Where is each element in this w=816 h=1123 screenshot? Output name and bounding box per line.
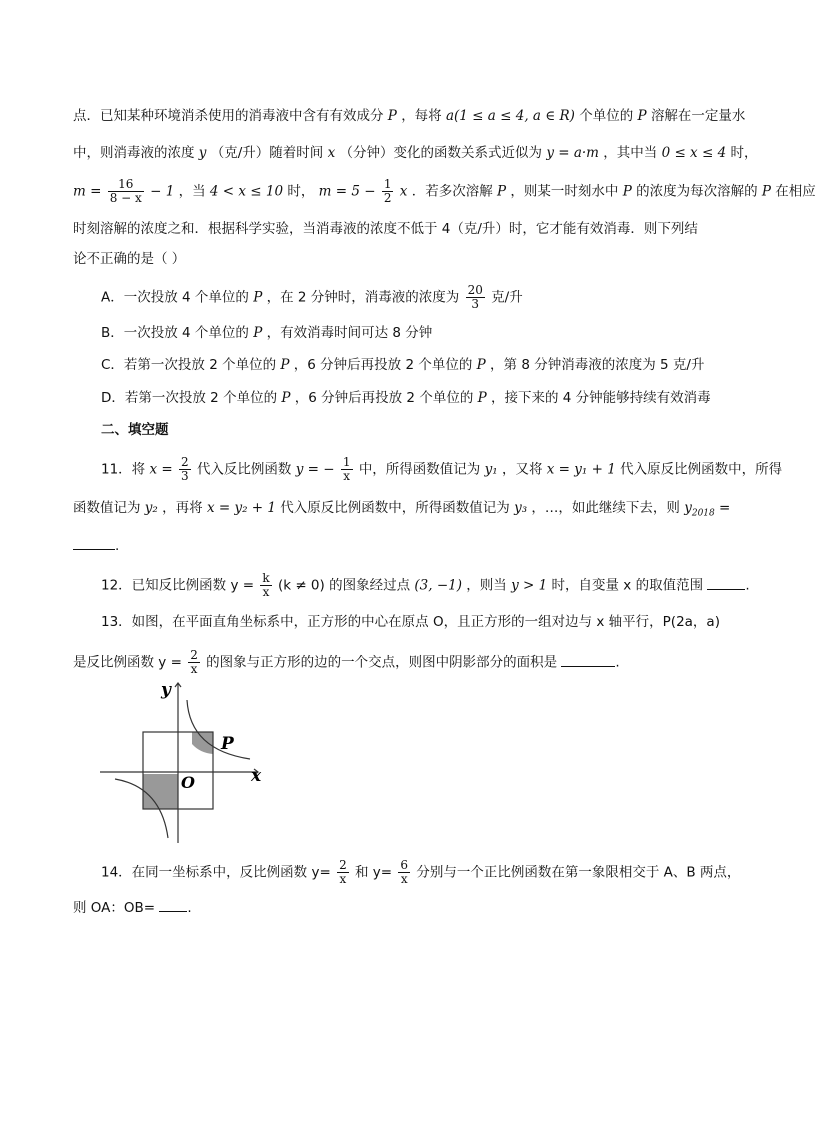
y3: y₃: [514, 500, 528, 516]
text: 的图象与正方形的边的一个交点，则图中阴影部分的面积是: [206, 654, 558, 671]
text: 的浓度为每次溶解的: [636, 183, 758, 200]
fraction: [188, 649, 200, 676]
text: 12．已知反比例函数 y =: [101, 577, 255, 594]
x-eq: x =: [149, 461, 173, 478]
text: ，在 2 分钟时，消毒液的浓度为: [266, 289, 460, 306]
formula: y = a·m: [546, 145, 599, 161]
x-axis-label: x: [251, 766, 262, 786]
p11-line-1: [101, 456, 782, 483]
frac-den: x: [400, 872, 408, 886]
text: .: [115, 538, 120, 554]
fraction: [398, 859, 410, 886]
text: C．若第一次投放 2 个单位的: [101, 357, 277, 373]
p11-line-3: [73, 536, 119, 556]
point-p-label: P: [221, 734, 234, 754]
y-var: y: [684, 500, 692, 516]
option-d: [101, 388, 711, 408]
text: ，第 8 分钟消毒液的浓度为 5 克/升: [490, 357, 705, 373]
frac-num: k: [262, 571, 270, 585]
text: ，则某一时刻水中: [510, 183, 619, 200]
p10-line-5: 论不正确的是（ ）: [73, 251, 186, 267]
m-eq-2: m = 5 −: [318, 183, 376, 200]
var-p: P: [281, 390, 291, 406]
var-p: P: [637, 108, 647, 124]
y1: y₁: [484, 461, 498, 478]
shaded-region-lower-left: [143, 774, 178, 809]
fraction: [341, 456, 353, 483]
answer-blank[interactable]: [73, 536, 115, 550]
fraction: [382, 178, 394, 205]
var-p: P: [761, 183, 771, 200]
text: 和 y=: [355, 864, 393, 881]
x-eq-2: x = y₁ + 1: [546, 461, 616, 478]
var-p: P: [622, 183, 632, 200]
range-1: 0 ≤ x ≤ 4: [661, 145, 727, 161]
frac-den: 3: [181, 469, 189, 483]
frac-num: 16: [108, 178, 144, 192]
text: 函数值记为: [73, 500, 141, 516]
frac-den: 3: [471, 297, 480, 311]
text: D．若第一次投放 2 个单位的: [101, 390, 278, 406]
minus-one: − 1: [150, 183, 175, 200]
text: ．若多次溶解: [411, 183, 493, 200]
x-eq-3: x = y₂ + 1: [206, 500, 276, 516]
condition-a: a(1 ≤ a ≤ 4, a ∈ R): [445, 108, 575, 124]
p13-line-2: [73, 649, 620, 676]
text: 分别与一个正比例函数在第一象限相交于 A、B 两点，: [416, 864, 741, 881]
condition: y > 1: [511, 577, 548, 594]
origin-label: O: [181, 773, 195, 792]
frac-den: x: [339, 872, 347, 886]
text: ，6 分钟后再投放 2 个单位的: [294, 390, 474, 406]
text: A．一次投放 4 个单位的: [101, 289, 249, 306]
p13-line-1: 13．如图，在平面直角坐标系中，正方形的中心在原点 O，且正方形的一组对边与 x 轴平行，P(2a，a): [101, 614, 720, 630]
text: B．一次投放 4 个单位的: [101, 325, 249, 341]
p14-line-2: [73, 898, 192, 918]
text: =: [719, 500, 731, 516]
p10-line-1: [73, 106, 745, 126]
text: ，再将: [162, 500, 203, 516]
m-eq: m =: [73, 183, 102, 200]
fraction: [337, 859, 349, 886]
text: 时，: [730, 145, 758, 161]
y-axis-label: y: [161, 680, 171, 700]
text: .: [745, 577, 750, 594]
text: (k ≠ 0) 的图象经过点: [277, 577, 411, 594]
answer-blank[interactable]: [707, 576, 745, 590]
text: ，接下来的 4 分钟能够持续有效消毒: [491, 390, 711, 406]
frac-den: x: [190, 662, 198, 676]
section-title: 二、填空题: [101, 422, 169, 438]
text: ，又将: [501, 461, 543, 478]
text: ，每将: [401, 108, 442, 124]
text: 个单位的: [579, 108, 634, 124]
text: 代入原反比例函数中，所得函数值记为: [280, 500, 510, 516]
text: 点．已知某种环境消杀使用的消毒液中含有有效成分: [73, 108, 384, 124]
frac-num: 1: [383, 177, 392, 191]
text: .: [615, 654, 620, 671]
var-p: P: [477, 390, 487, 406]
y2018: [684, 500, 715, 519]
text: ，6 分钟后再投放 2 个单位的: [293, 357, 473, 373]
text: 11．将: [101, 461, 146, 478]
p11-line-2: [73, 498, 730, 524]
text: （分钟）变化的函数关系式近似为: [339, 145, 543, 161]
text: ，当: [178, 183, 206, 200]
p12-line: [101, 572, 750, 599]
coordinate-figure: [95, 675, 275, 845]
fraction: [260, 572, 271, 599]
text: ，…，如此继续下去，则: [531, 500, 680, 516]
frac-den: 2: [383, 191, 392, 205]
frac-den: x: [343, 469, 351, 483]
text: 溶解在一定量水: [650, 108, 746, 124]
text: ，有效消毒时间可达 8 分钟: [266, 325, 433, 341]
text: 14．在同一坐标系中，反比例函数 y=: [101, 864, 331, 881]
y2: y₂: [144, 500, 158, 516]
text: 克/升: [491, 289, 523, 306]
var-p: P: [476, 357, 486, 373]
frac-num: 1: [342, 455, 351, 469]
option-a: [101, 284, 523, 311]
var-p: P: [253, 325, 263, 341]
text: 时，自变量 x 的取值范围: [551, 577, 704, 594]
text: 是反比例函数 y =: [73, 654, 182, 671]
range-2: 4 < x ≤ 10: [209, 183, 284, 200]
frac-num: 2: [339, 858, 347, 872]
var-p: P: [497, 183, 507, 200]
var-p: P: [387, 108, 397, 124]
frac-num: 20: [467, 283, 483, 297]
var-x: x: [327, 145, 336, 161]
text: 在相应: [775, 183, 816, 200]
frac-den: x: [262, 585, 270, 599]
text: （克/升）随着时间: [210, 145, 324, 161]
p14-line-1: [101, 859, 740, 886]
text: 时，: [287, 183, 315, 200]
frac-num: 6: [400, 858, 409, 872]
text: 则 OA：OB=: [73, 900, 156, 916]
text: 代入反比例函数: [196, 461, 292, 478]
p10-line-2: [73, 143, 757, 163]
option-c: [101, 355, 704, 375]
fraction: [108, 178, 144, 205]
answer-blank[interactable]: [159, 898, 187, 912]
var-y: y: [198, 145, 207, 161]
frac-num: 2: [190, 648, 198, 662]
text: 中，所得函数值记为: [358, 461, 481, 478]
fraction: [466, 284, 485, 311]
p10-line-4: 时刻溶解的浓度之和．根据科学实验，当消毒液的浓度不低于 4（克/升）时，它才能有效消毒．则下列结: [73, 221, 698, 237]
var-x: x: [399, 183, 408, 200]
point: (3, −1): [414, 577, 462, 594]
text: .: [187, 900, 192, 916]
option-b: [101, 323, 432, 343]
text: ，其中当: [603, 145, 658, 161]
subscript: 2018: [691, 508, 715, 519]
fraction: [179, 456, 191, 483]
p10-line-3: [73, 178, 816, 205]
text: 中，则消毒液的浓度: [73, 145, 195, 161]
y-eq: y = −: [295, 461, 335, 478]
hyperbola-branch-upper: [187, 700, 250, 759]
answer-blank[interactable]: [561, 653, 615, 667]
frac-den: 8 − x: [109, 191, 142, 205]
text: 代入原反比例函数中，所得: [620, 461, 783, 478]
frac-num: 2: [181, 455, 189, 469]
shaded-region-upper-right: [192, 732, 213, 754]
var-p: P: [280, 357, 290, 373]
text: ，则当: [466, 577, 507, 594]
var-p: P: [253, 289, 263, 306]
